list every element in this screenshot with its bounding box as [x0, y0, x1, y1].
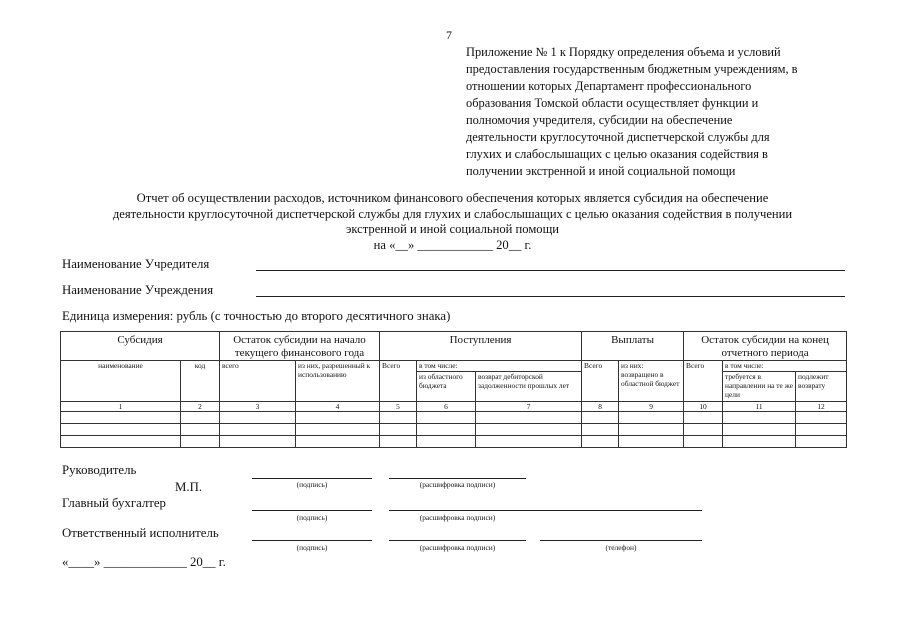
header-receipts-including: в том числе:	[417, 361, 582, 372]
table-cell[interactable]	[181, 424, 220, 436]
report-date-line: на «__» ____________ 20__ г.	[373, 237, 532, 252]
table-row	[61, 436, 847, 448]
phone-caption: (телефон)	[605, 543, 637, 552]
column-number: 12	[796, 402, 847, 412]
table-cell[interactable]	[619, 412, 684, 424]
table-cell[interactable]	[796, 424, 847, 436]
header-balance-start: Остаток субсидии на начало текущего финансового года	[220, 332, 380, 361]
responsible-signature-field[interactable]	[252, 540, 372, 541]
table-cell[interactable]	[796, 412, 847, 424]
title-line: экстренной и иной социальной помощи	[345, 222, 560, 237]
signature-caption: (подпись)	[296, 513, 328, 522]
responsible-decoding-field[interactable]	[389, 540, 526, 541]
appendix-line: образования Томской области осуществляет функции и	[466, 96, 759, 110]
decoding-caption: (расшифровка подписи)	[419, 513, 496, 522]
accountant-signature-field[interactable]	[252, 510, 372, 511]
table-cell[interactable]	[417, 436, 476, 448]
title-line: Отчет об осуществлении расходов, источником финансового обеспечения которых является субсидия на обеспечение	[136, 191, 769, 205]
stamp-label: М.П.	[175, 480, 203, 494]
header-regional-budget: из областного бюджета	[417, 372, 476, 402]
header-code: код	[181, 361, 220, 402]
page-number: 7	[446, 28, 452, 42]
signature-caption: (подпись)	[296, 543, 328, 552]
header-payments-total: Всего	[582, 361, 619, 402]
appendix-line: деятельности круглосуточной диспетчерской службы для	[466, 130, 770, 144]
accountant-decoding-field[interactable]	[389, 510, 702, 511]
chief-accountant-label: Главный бухгалтер	[62, 496, 166, 510]
header-returned: из них: возвращено в областной бюджет	[619, 361, 684, 402]
report-table	[60, 331, 847, 448]
table-cell[interactable]	[296, 436, 380, 448]
column-number: 1	[61, 402, 181, 412]
table-cell[interactable]	[619, 436, 684, 448]
table-cell[interactable]	[723, 436, 796, 448]
column-number: 8	[582, 402, 619, 412]
institution-label: Наименование Учреждения	[62, 283, 214, 297]
header-receipts-total: Всего	[380, 361, 417, 402]
table-cell[interactable]	[181, 436, 220, 448]
table-cell[interactable]	[684, 436, 723, 448]
founder-label: Наименование Учредителя	[62, 257, 210, 271]
table-cell[interactable]	[181, 412, 220, 424]
table-cell[interactable]	[417, 412, 476, 424]
table-cell[interactable]	[380, 436, 417, 448]
responsible-label: Ответственный исполнитель	[62, 526, 219, 540]
head-decoding-field[interactable]	[389, 478, 526, 479]
column-number: 10	[684, 402, 723, 412]
table-cell[interactable]	[723, 424, 796, 436]
appendix-line: глухих и слабослышащих с целью оказания содействия в	[466, 147, 768, 161]
table-cell[interactable]	[582, 436, 619, 448]
header-same-purposes: требуется в направлении на те же цели	[723, 372, 796, 402]
appendix-line: отношении которых Департамент профессионального	[466, 79, 752, 93]
header-payments: Выплаты	[582, 332, 684, 361]
founder-field[interactable]	[256, 270, 845, 271]
unit-label: Единица измерения: рубль (с точностью до второго десятичного знака)	[62, 309, 451, 323]
table-cell[interactable]	[380, 424, 417, 436]
column-number: 2	[181, 402, 220, 412]
appendix-line: предоставления государственным бюджетным учреждениям, в	[466, 62, 798, 76]
table-cell[interactable]	[619, 424, 684, 436]
date-line: «____» _____________ 20__ г.	[62, 555, 226, 569]
header-to-be-returned: подлежит возврату	[796, 372, 847, 402]
header-receivables-return: возврат дебиторской задолженности прошлых лет	[476, 372, 582, 402]
table-cell[interactable]	[582, 412, 619, 424]
appendix-line: получении экстренной и иной социальной помощи	[466, 164, 736, 178]
table-cell[interactable]	[417, 424, 476, 436]
table-cell[interactable]	[684, 412, 723, 424]
column-number: 5	[380, 402, 417, 412]
column-number: 9	[619, 402, 684, 412]
column-number: 6	[417, 402, 476, 412]
table-cell[interactable]	[296, 412, 380, 424]
table-cell[interactable]	[61, 436, 181, 448]
table-cell[interactable]	[61, 424, 181, 436]
table-cell[interactable]	[220, 436, 296, 448]
table-cell[interactable]	[582, 424, 619, 436]
table-row	[61, 424, 847, 436]
title-line: деятельности круглосуточной диспетчерской службы для глухих и слабослышащих с целью оказания содействия в получении	[112, 206, 793, 221]
table-cell[interactable]	[296, 424, 380, 436]
column-number: 4	[296, 402, 380, 412]
table-cell[interactable]	[684, 424, 723, 436]
institution-field[interactable]	[256, 296, 845, 297]
table-cell[interactable]	[380, 412, 417, 424]
responsible-phone-field[interactable]	[540, 540, 702, 541]
header-end-including: в том числе:	[723, 361, 847, 372]
appendix-line: полномочия учредителя, субсидии на обеспечение	[466, 113, 733, 127]
header-permitted: из них, разрешенный к использованию	[296, 361, 380, 402]
table-cell[interactable]	[220, 412, 296, 424]
report-title	[60, 191, 845, 253]
head-label: Руководитель	[62, 463, 137, 477]
column-number: 3	[220, 402, 296, 412]
table-cell[interactable]	[476, 436, 582, 448]
header-name: наименование	[61, 361, 181, 402]
appendix-note	[466, 44, 844, 180]
table-cell[interactable]	[796, 436, 847, 448]
header-balance-end: Остаток субсидии на конец отчетного периода	[684, 332, 847, 361]
column-number: 7	[476, 402, 582, 412]
table-row	[61, 412, 847, 424]
table-cell[interactable]	[476, 412, 582, 424]
table-cell[interactable]	[723, 412, 796, 424]
header-end-total: Всего	[684, 361, 723, 402]
table-cell[interactable]	[61, 412, 181, 424]
column-number: 11	[723, 402, 796, 412]
appendix-line: Приложение № 1 к Порядку определения объема и условий	[466, 45, 781, 59]
header-receipts: Поступления	[380, 332, 582, 361]
decoding-caption: (расшифровка подписи)	[419, 543, 496, 552]
head-signature-field[interactable]	[252, 478, 372, 479]
signature-caption: (подпись)	[296, 480, 328, 489]
header-subsidy: Субсидия	[61, 332, 220, 361]
table-cell[interactable]	[476, 424, 582, 436]
header-total-start: всего	[220, 361, 296, 402]
decoding-caption: (расшифровка подписи)	[419, 480, 496, 489]
table-cell[interactable]	[220, 424, 296, 436]
